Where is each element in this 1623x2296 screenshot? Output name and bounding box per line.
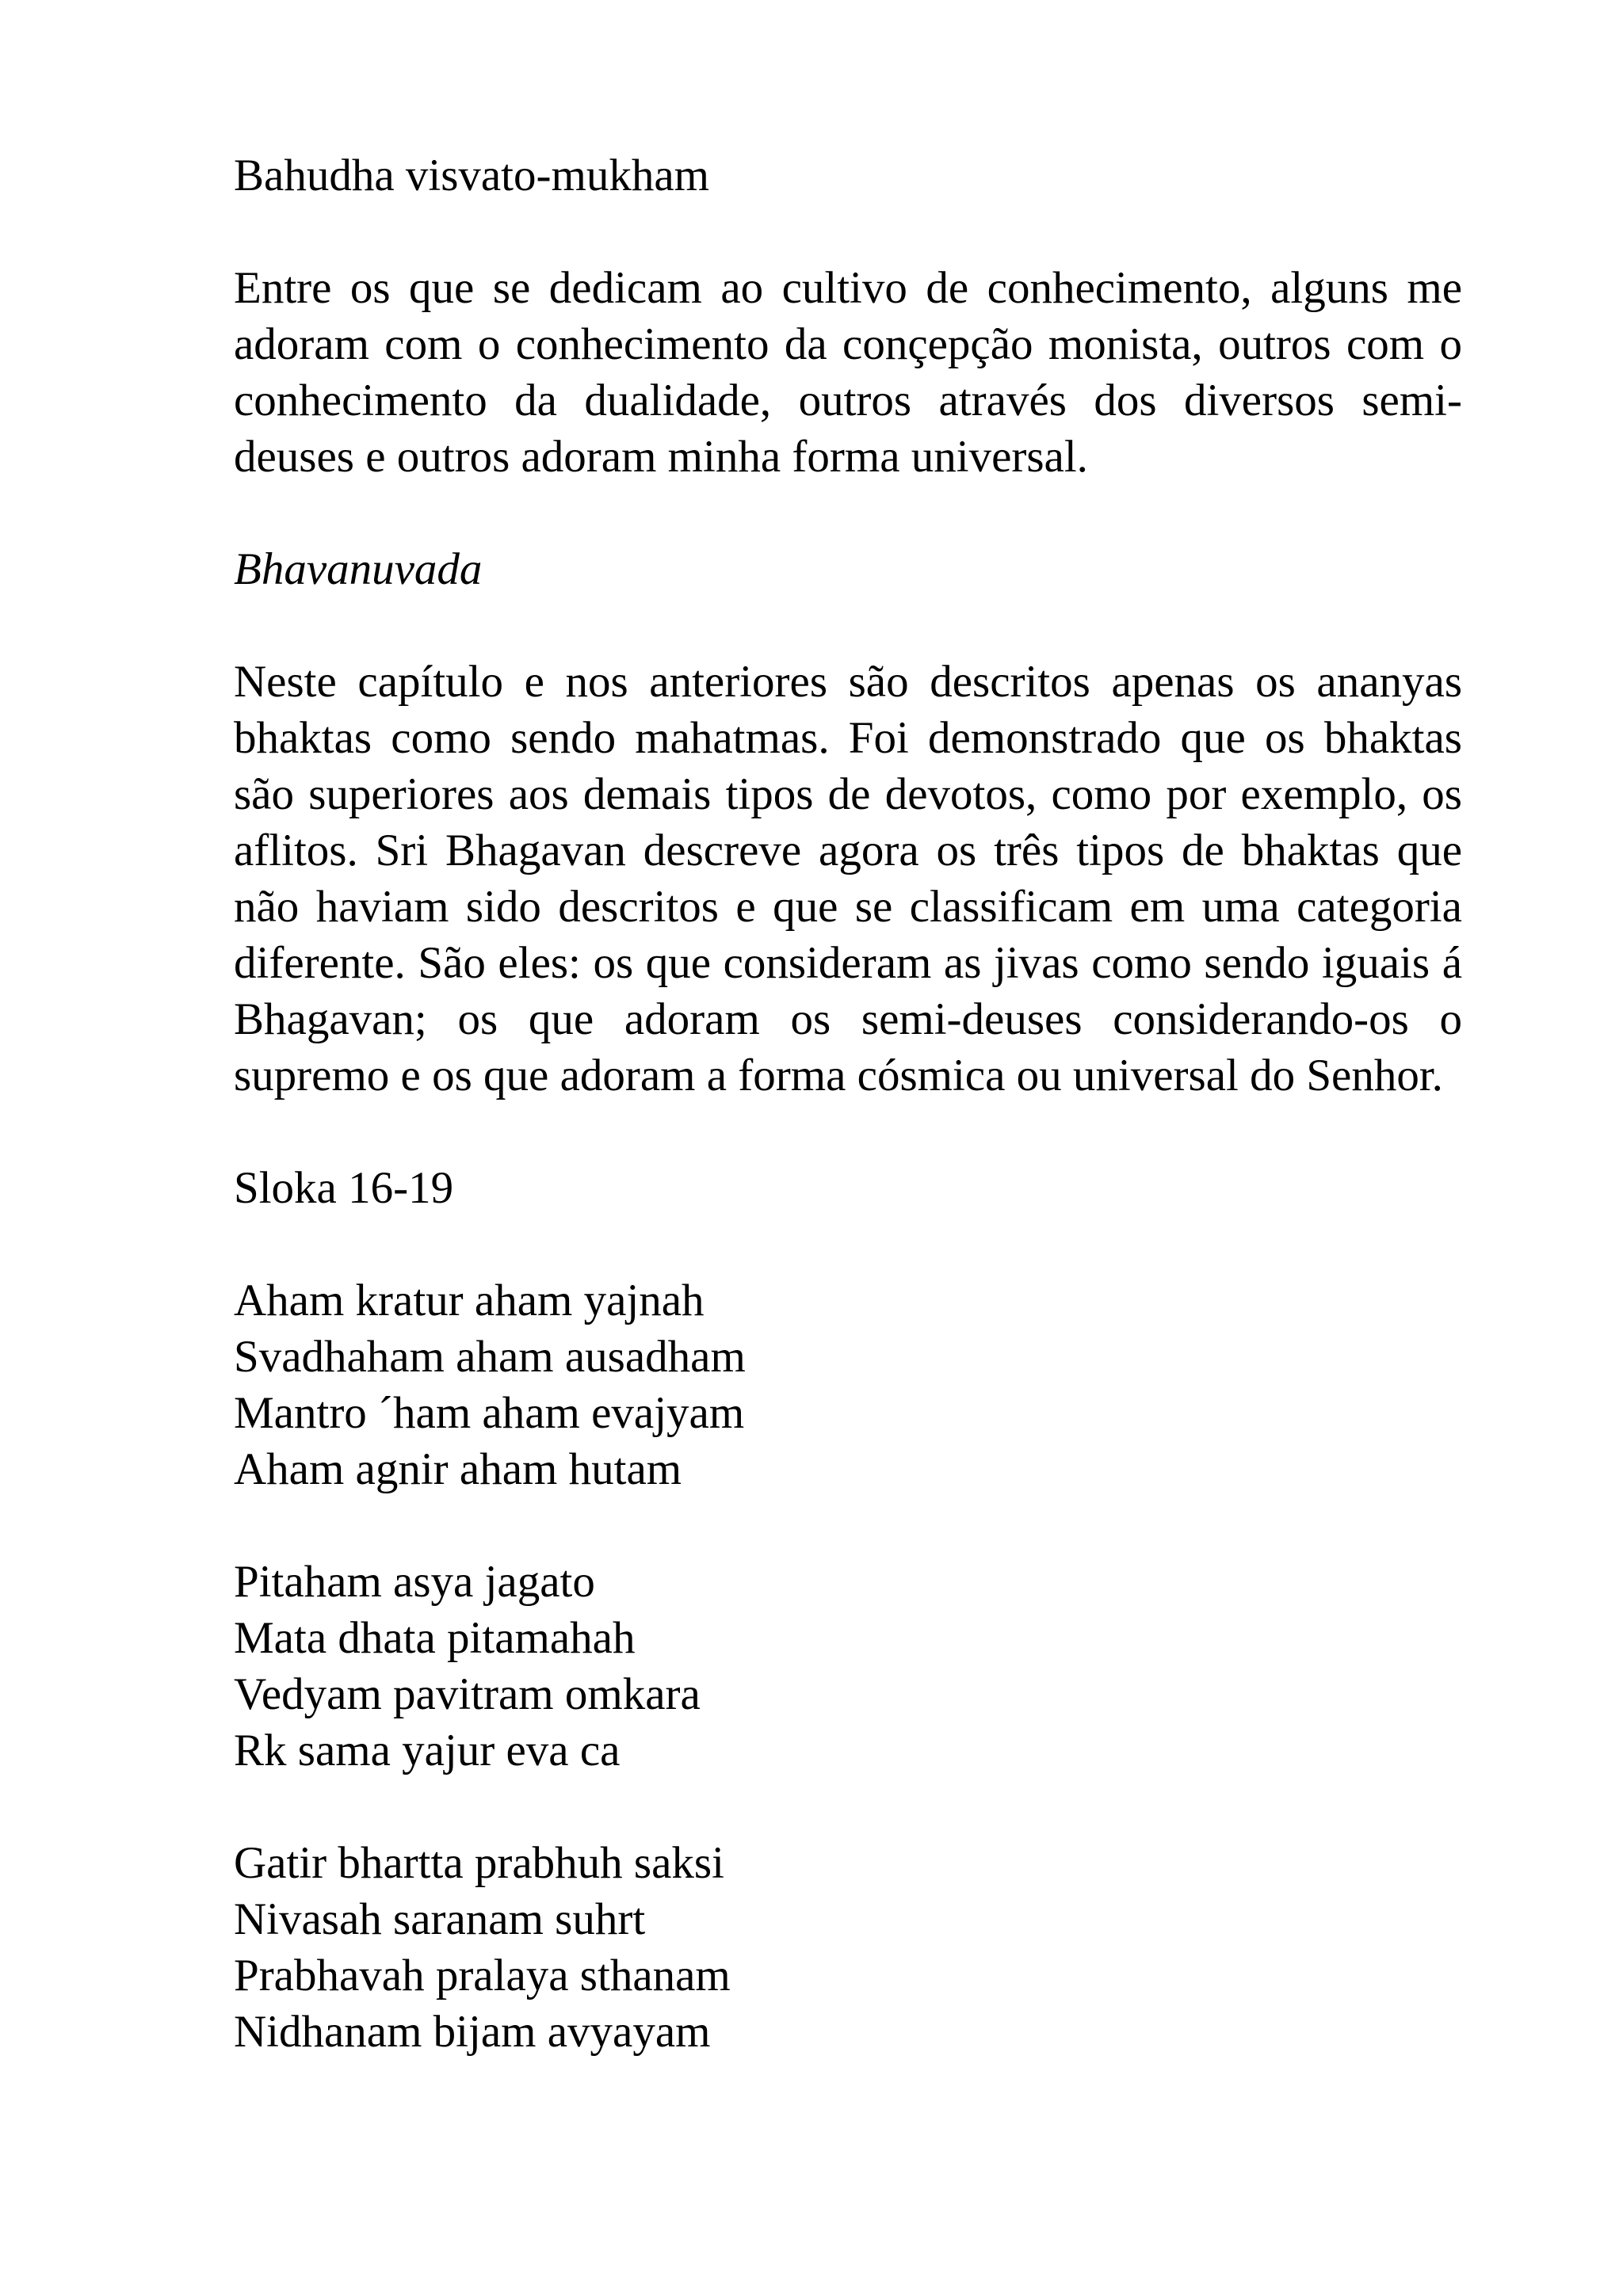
spacer xyxy=(234,1497,1462,1554)
verse-line: Pitaham asya jagato xyxy=(234,1557,595,1607)
verse-line: Vedyam pavitram omkara xyxy=(234,1669,701,1719)
sloka-title: Sloka 16-19 xyxy=(234,1163,454,1213)
spacer xyxy=(234,204,1462,260)
verse-line-heading: Bahudha visvato-mukham xyxy=(234,151,709,200)
verse-line: Rk sama yajur eva ca xyxy=(234,1726,621,1775)
verse-line: Mantro ´ham aham evajyam xyxy=(234,1388,745,1438)
spacer xyxy=(234,597,1462,654)
verse-line: Nidhanam bijam avyayam xyxy=(234,2007,711,2057)
verse-line: Prabhavah pralaya sthanam xyxy=(234,1951,731,2000)
verse-line: Aham agnir aham hutam xyxy=(234,1444,682,1494)
spacer xyxy=(234,1779,1462,1835)
stanza-3 xyxy=(234,1835,1462,2060)
verse-line: Mata dhata pitamahah xyxy=(234,1613,636,1663)
stanza-2 xyxy=(234,1554,1462,1779)
verse-line: Aham kratur aham yajnah xyxy=(234,1276,705,1325)
document-page xyxy=(234,147,1462,2060)
verse-line: Nivasah saranam suhrt xyxy=(234,1894,646,1944)
spacer xyxy=(234,1104,1462,1160)
commentary-paragraph: Neste capítulo e nos anteriores são descritos apenas os ananyas bhaktas como sendo mahatmas. Foi demonstrado que os bhaktas são superiores aos demais tipos de devotos, como por exemplo, os aflitos. Sri Bhagavan descreve agora os três tipos de bhaktas que não haviam sido descritos e que se classificam em uma categoria diferente. São eles: os que consideram as jivas como sendo iguais á Bhagavan; os que adoram os semi-deuses considerando-os o supremo e os que adoram a forma cósmica ou universal do Senhor. xyxy=(234,657,1462,1100)
verse-line: Svadhaham aham ausadham xyxy=(234,1332,746,1382)
verse-line: Gatir bhartta prabhuh saksi xyxy=(234,1838,724,1888)
spacer xyxy=(234,1216,1462,1272)
spacer xyxy=(234,485,1462,541)
commentary-title: Bhavanuvada xyxy=(234,544,483,594)
stanza-1 xyxy=(234,1272,1462,1497)
translation-paragraph: Entre os que se dedicam ao cultivo de conhecimento, alguns me adoram com o conhecimento da conçepção monista, outros com o conhecimento da dualidade, outros através dos diversos semi-deuses e outros adoram minha forma universal. xyxy=(234,263,1462,482)
